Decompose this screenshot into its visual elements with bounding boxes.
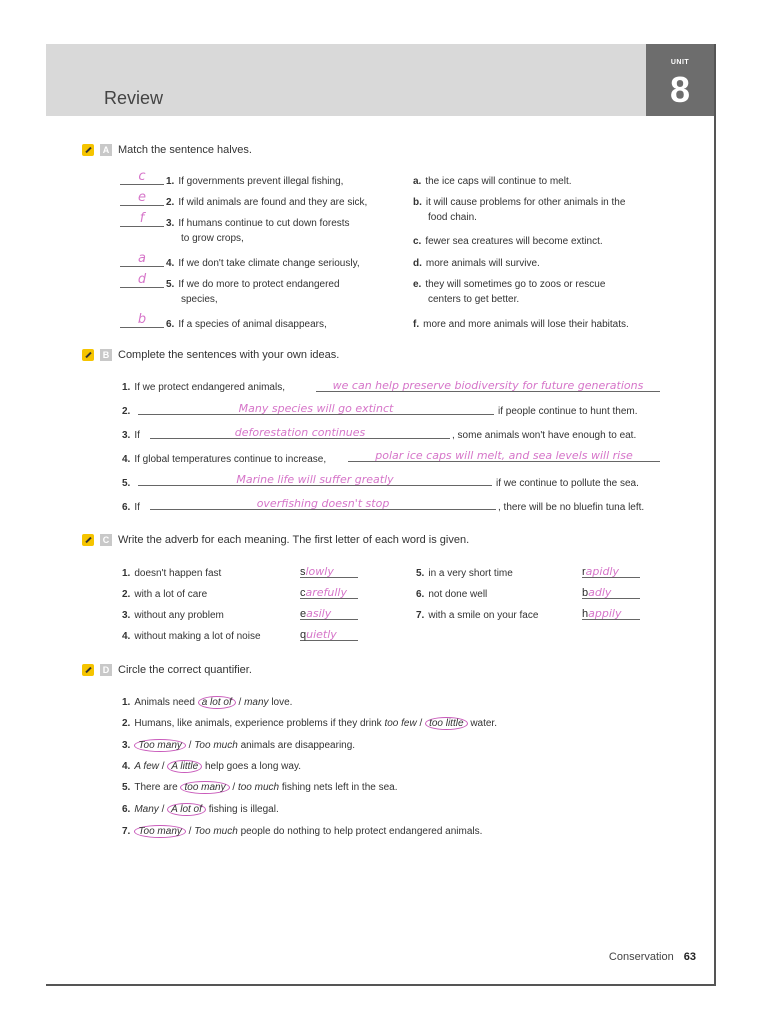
quantifier-option[interactable]: Too much (194, 740, 238, 751)
section-letter: D (100, 664, 112, 676)
option-text: they will sometimes go to zoos or rescue (425, 279, 606, 290)
list-item (122, 405, 134, 418)
list-item: 5. There are too many / too much fishing nets left in the sea. (122, 782, 398, 793)
list-item (166, 217, 350, 230)
unit-number: 8 (669, 69, 691, 110)
section-letter: A (100, 144, 112, 156)
item-text: with a lot of care (134, 589, 208, 600)
quantifier-option[interactable]: many (244, 697, 269, 708)
option-letter: d. (413, 258, 422, 269)
list-item: 2. Humans, like animals, experience problems if they drink too few / too little water. (122, 718, 497, 729)
item-text: if people continue to hunt them. (498, 406, 638, 417)
section-letter: B (100, 349, 112, 361)
item-text: If humans continue to cut down forests (178, 218, 350, 229)
item-text: in a very short time (428, 568, 513, 579)
sentence-answer-field[interactable] (138, 402, 494, 415)
page-header (46, 44, 714, 116)
item-number: 2. (122, 406, 131, 417)
item-text: If we don't take climate change seriously, (178, 258, 360, 269)
handwritten-answer: c (138, 169, 146, 184)
adverb-answer-field[interactable] (300, 607, 358, 620)
item-text: doesn't happen fast (134, 568, 222, 579)
section-instruction: Write the adverb for each meaning. The first letter of each word is given. (118, 534, 470, 546)
first-letter: q (300, 629, 307, 641)
first-letter: s (300, 566, 306, 578)
option-item (413, 318, 629, 331)
first-letter: b (582, 587, 589, 599)
page-title: Review (104, 88, 164, 108)
list-item (166, 196, 367, 209)
item-number: 7. (122, 826, 131, 837)
handwritten-answer: deforestation continues (234, 426, 366, 439)
quantifier-option-circled[interactable]: too little (425, 717, 467, 730)
option-item (413, 257, 540, 270)
footer-topic: Conservation (608, 951, 674, 963)
workbook-page (46, 44, 716, 986)
first-letter: c (300, 587, 306, 599)
match-answer-field[interactable] (120, 212, 164, 227)
handwritten-answer: appily (588, 607, 622, 620)
handwritten-answer: overfishing doesn't stop (256, 497, 390, 510)
quantifier-option-circled[interactable]: a lot of (198, 696, 236, 709)
item-number: 5. (416, 568, 425, 579)
handwritten-answer: f (139, 211, 145, 226)
sentence-answer-field[interactable] (316, 379, 660, 392)
unit-label: UNIT (670, 59, 690, 66)
section-c-header (82, 532, 469, 548)
item-number: 3. (122, 430, 131, 441)
list-item (166, 257, 360, 270)
list-item (122, 381, 285, 394)
list-item (122, 630, 261, 643)
section-b-header (82, 347, 339, 363)
list-item: 3. Too many / Too much animals are disappearing. (122, 740, 356, 751)
first-letter: h (582, 608, 589, 620)
handwritten-answer: Marine life will suffer greatly (236, 473, 394, 486)
item-number: 4. (122, 761, 131, 772)
first-letter: e (300, 608, 307, 620)
quantifier-option[interactable]: too few (384, 718, 417, 729)
handwritten-answer: a (138, 251, 146, 266)
item-text: without any problem (134, 610, 224, 621)
option-letter: e. (413, 279, 422, 290)
item-text: If we do more to protect endangered (178, 279, 340, 290)
option-item (413, 196, 625, 209)
item-number: 2. (122, 718, 131, 729)
list-item (416, 588, 487, 601)
option-text: more and more animals will lose their habitats. (423, 319, 629, 330)
list-item (122, 501, 140, 514)
item-number: 4. (122, 454, 131, 465)
list-item (166, 278, 340, 291)
handwritten-answer: polar ice caps will melt, and sea levels will rise (375, 449, 633, 462)
unit-badge (646, 44, 714, 116)
pencil-icon (82, 144, 94, 156)
adverb-answer-field[interactable] (300, 628, 358, 641)
page-footer (609, 951, 696, 963)
option-item (413, 235, 603, 248)
handwritten-answer: asily (306, 607, 332, 620)
item-text: if we continue to pollute the sea. (496, 478, 639, 489)
quantifier-option[interactable]: too much (237, 782, 280, 793)
quantifier-option-circled[interactable]: A little (167, 760, 202, 773)
section-a-header (82, 142, 252, 158)
sentence-answer-field[interactable] (138, 473, 492, 486)
option-letter: b. (413, 197, 422, 208)
item-text: If (134, 430, 140, 441)
handwritten-answer: arefully (305, 586, 347, 599)
item-number: 6. (122, 502, 131, 513)
handwritten-answer: b (137, 312, 147, 327)
list-item (122, 567, 221, 580)
item-text: , some animals won't have enough to eat. (452, 430, 637, 441)
quantifier-option[interactable]: A few (134, 761, 159, 772)
pencil-icon (82, 534, 94, 546)
handwritten-answer: e (138, 190, 146, 205)
sentence-answer-field[interactable] (150, 426, 450, 439)
item-number: 1. (122, 568, 131, 579)
item-text: without making a lot of noise (134, 631, 261, 642)
quantifier-option[interactable]: Too much (194, 826, 238, 837)
item-number: 6. (166, 319, 175, 330)
sentence-answer-field[interactable] (348, 449, 660, 462)
item-text: There are (134, 782, 178, 793)
quantifier-option-circled[interactable]: too many (180, 781, 229, 794)
match-answer-field[interactable] (120, 191, 164, 206)
pencil-icon (82, 349, 94, 361)
item-text: If global temperatures continue to increase, (134, 454, 327, 465)
adverb-answer-field[interactable] (300, 586, 358, 599)
item-text: If we protect endangered animals, (134, 382, 285, 393)
match-answer-field[interactable] (120, 273, 164, 288)
section-instruction: Circle the correct quantifier. (118, 664, 252, 676)
list-item (166, 175, 343, 188)
list-item (122, 429, 140, 442)
item-text: Animals need (134, 697, 195, 708)
item-text: , there will be no bluefin tuna left. (498, 502, 645, 513)
adverb-answer-field[interactable] (582, 565, 640, 578)
option-text-continued: food chain. (428, 212, 477, 223)
quantifier-option-circled[interactable]: Too many (134, 739, 186, 752)
item-number: 4. (122, 631, 131, 642)
item-text: not done well (428, 589, 488, 600)
quantifier-option-circled[interactable]: A lot of (167, 803, 206, 816)
handwritten-answer: apidly (585, 565, 619, 578)
section-instruction: Complete the sentences with your own ideas. (118, 349, 340, 361)
match-answer-field[interactable] (120, 252, 164, 267)
option-text: fewer sea creatures will become extinct. (425, 236, 603, 247)
page-number: 63 (683, 951, 696, 963)
list-item (122, 609, 224, 622)
list-item (122, 453, 326, 466)
adverb-answer-field[interactable] (582, 586, 640, 599)
handwritten-answer: we can help preserve biodiversity for future generations (332, 379, 644, 392)
item-text: with a smile on your face (428, 610, 539, 621)
option-letter: f. (413, 319, 420, 330)
list-item (166, 318, 327, 331)
quantifier-option-circled[interactable]: Too many (134, 825, 186, 838)
list-item: 6. Many / A lot of fishing is illegal. (122, 804, 279, 815)
pencil-icon (82, 664, 94, 676)
quantifier-option[interactable]: Many (134, 804, 159, 815)
first-letter: r (582, 566, 586, 578)
match-answer-field[interactable] (120, 170, 164, 185)
item-text: If a species of animal disappears, (178, 319, 327, 330)
sentence-answer-field[interactable] (150, 497, 496, 510)
item-number: 4. (166, 258, 175, 269)
item-number: 3. (166, 218, 175, 229)
adverb-answer-field[interactable] (582, 607, 640, 620)
option-letter: a. (413, 176, 422, 187)
list-item (122, 477, 134, 490)
section-instruction: Match the sentence halves. (118, 144, 252, 156)
handwritten-answer: d (137, 272, 147, 287)
option-letter: c. (413, 236, 422, 247)
item-number: 7. (416, 610, 425, 621)
item-text-continued: to grow crops, (181, 233, 244, 244)
handwritten-answer: Many species will go extinct (238, 402, 394, 415)
option-item (413, 175, 572, 188)
item-number: 5. (166, 279, 175, 290)
item-number: 2. (122, 589, 131, 600)
item-text: If (134, 502, 140, 513)
item-text-continued: species, (181, 294, 218, 305)
item-number: 1. (122, 697, 131, 708)
handwritten-answer: uietly (306, 628, 337, 641)
list-item: 1. Animals need a lot of / many love. (122, 697, 293, 708)
section-d-header (82, 662, 252, 678)
option-item (413, 278, 605, 291)
list-item: 4. A few / A little help goes a long way. (122, 761, 301, 772)
item-number: 6. (122, 804, 131, 815)
item-text: If wild animals are found and they are sick, (178, 197, 368, 208)
item-number: 1. (122, 382, 131, 393)
item-number: 1. (166, 176, 175, 187)
item-number: 3. (122, 740, 131, 751)
option-text-continued: centers to get better. (428, 294, 520, 305)
section-letter: C (100, 534, 112, 546)
list-item: 7. Too many / Too much people do nothing to help protect endangered animals. (122, 826, 483, 837)
option-text: the ice caps will continue to melt. (425, 176, 572, 187)
item-text: Humans, like animals, experience problems if they drink (134, 718, 382, 729)
item-number: 5. (122, 782, 131, 793)
handwritten-answer: adly (588, 586, 612, 599)
handwritten-answer: lowly (305, 565, 334, 578)
list-item (122, 588, 207, 601)
list-item (416, 567, 513, 580)
item-number: 5. (122, 478, 131, 489)
item-number: 6. (416, 589, 425, 600)
option-text: it will cause problems for other animals in the (425, 197, 626, 208)
item-text: If governments prevent illegal fishing, (178, 176, 344, 187)
item-number: 2. (166, 197, 175, 208)
list-item (416, 609, 538, 622)
adverb-answer-field[interactable] (300, 565, 358, 578)
option-text: more animals will survive. (425, 258, 540, 269)
match-answer-field[interactable] (120, 313, 164, 328)
item-number: 3. (122, 610, 131, 621)
